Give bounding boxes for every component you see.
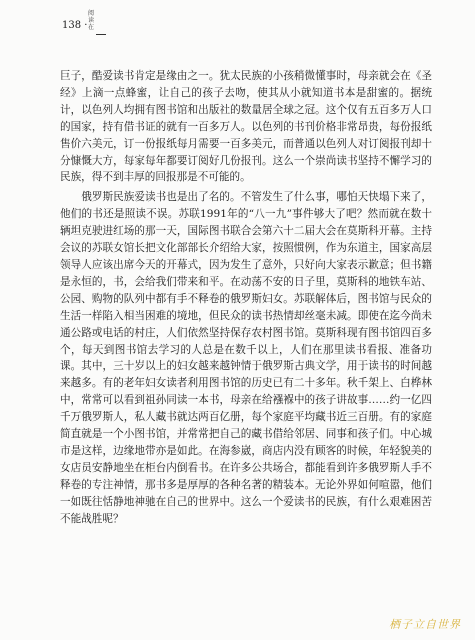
body-text xyxy=(60,68,432,527)
running-title: 阅读在 xyxy=(88,10,95,31)
paragraph-2: 俄罗斯民族爱读书也是出了名的。不管发生了什么事，哪怕天快塌下来了，他们的书还是照读不误。苏联1991年的“八一九”事件够大了吧？然而就在数十辆坦克驶进红场的那一天，国际图书联合会第六十二届大会在莫斯科开幕。主持会议的苏联女馆长把文化部部长介绍给大家，按照惯例，作为东道主，国家高层领导人应该出席今天的开幕式，因为发生了意外，只好向大家表示歉意；但书籍是永恒的，书，会给我们带来和平。在动荡不安的日子里，莫斯科的地铁车站、公园、购物的队列中都有手不释卷的俄罗斯妇女。苏联解体后，图书馆与民众的生活一样陷入相当困难的境地，但民众的读书热情却丝毫未减。即使在迄今尚未通公路或电话的村庄，人们依然坚持保存农村图书馆。莫斯科现有图书馆四百多个，每天到图书馆去学习的人总是在数千以上，人们在那里读书看报、准备功课。其中，三十岁以上的妇女越来越钟情于俄罗斯古典文学，用于读书的时间越来越多。有的老年妇女读者利用图书馆的历史已有二十多年。秋千架上、白桦林中，常常可以看到祖孙同读一本书，母亲在给襁褓中的孩子讲故事……约一亿四千万俄罗斯人，私人藏书就达两百亿册，每个家庭平均藏书近三百册。有的家庭简直就是一个小图书馆，并常常把自己的藏书借给邻居、同事和孩子们。中心城市是这样，边缘地带亦是如此。在海参崴，商店内没有顾客的时候，年轻貌美的女店员安静地坐在柜台内倒看书。在许多公共场合，都能看到许多俄罗斯人手不释卷的专注神情，那书多是厚厚的各种名著的精装本。无论外界如何喧嚣，他们一如既往恬静地神驰在自己的世界中。这么一个爱读书的民族，有什么艰难困苦不能战胜呢？ xyxy=(60,191,432,525)
paragraph-1: 巨子，酷爱读书肯定是缘由之一。犹太民族的小孩稍微懂事时，母亲就会在《圣经》上滴一点蜂蜜，让自己的孩子去吻，使其从小就知道书本是甜蜜的。据统计，以色列人均拥有图书馆和出版社的数量居全球之冠。这个仅有五百多万人口的国家，持有借书证的就有一百多万人。以色列的书刊价格非常昂贵，每份报纸售价六美元，订一份报纸每月需要一百多美元，而普通以色列人对订阅报刊却十分慷慨大方，每家每年都要订阅好几份报刊。这么一个崇尚读书坚持不懈学习的民族，得不到丰厚的回报那是不可能的。 xyxy=(60,70,432,184)
watermark: 栖子立自世界 xyxy=(389,618,461,631)
page-number: 138 · xyxy=(62,20,88,31)
header-rule xyxy=(96,34,106,35)
